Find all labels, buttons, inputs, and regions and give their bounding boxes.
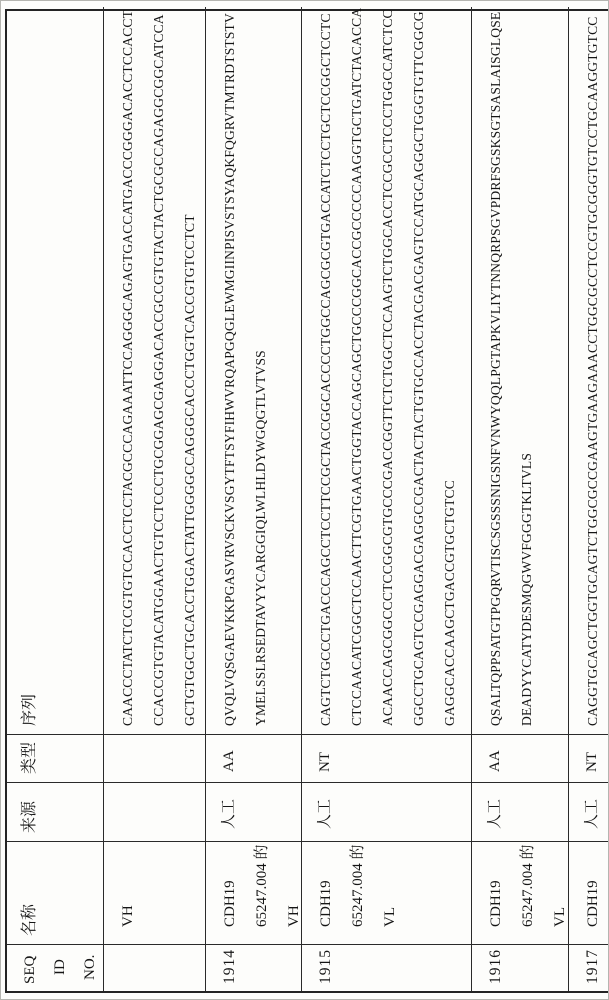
- sequence-line: CAACCCTATCTCCGTGTCCACCTCCTACGCCCAGAAATTCCAGGGCAGAGTGACCATGACCCGGGACACCTCCACCT: [120, 9, 135, 726]
- sequence-line: GAGGCACCAAGCTGACCGTGCTGTCC: [442, 480, 457, 726]
- patent-sequence-table: [5, 9, 609, 993]
- name-line: 65247.004 的: [520, 844, 536, 927]
- row-vh-type-cell: [104, 734, 206, 782]
- name-line: CDH19: [585, 880, 601, 927]
- source-value: 人工: [487, 798, 503, 829]
- source-value: 人工: [221, 798, 237, 829]
- rotated-table-wrapper: [5, 9, 606, 993]
- name-line: 65247.004 的: [254, 844, 270, 927]
- row-1915-source-cell: [302, 782, 472, 841]
- header-name-label: 名称: [21, 903, 38, 936]
- header-seq-id-line: SEQ: [22, 955, 38, 984]
- seq-id-number: 1916: [487, 949, 504, 984]
- row-1915-type-cell: [302, 734, 472, 782]
- header-seq-id-line: NO.: [82, 954, 98, 980]
- row-1914-name-cell: [206, 841, 302, 944]
- row-1914-type-cell: [206, 734, 302, 782]
- seq-id-number: 1915: [317, 949, 334, 984]
- name-line: VL: [552, 907, 568, 927]
- type-value: AA: [487, 750, 503, 772]
- header-sequence-label: 序列: [21, 693, 38, 726]
- sequence-line: DEADYYCATYDESMQGWVFGGGTKLTVLS: [519, 452, 534, 726]
- type-value: NT: [317, 752, 333, 772]
- row-1916-seq-id-cell: [472, 944, 569, 991]
- row-vh-sequence-cell: [104, 7, 206, 734]
- header-seq-id-line: ID: [52, 959, 68, 975]
- header-type-cell: [7, 734, 104, 782]
- name-line: CDH19: [488, 880, 504, 927]
- row-1914-seq-id-cell: [206, 944, 302, 991]
- row-1915-seq-id-cell: [302, 944, 472, 991]
- header-type-label: 类型: [21, 741, 38, 774]
- header-name-cell: [7, 841, 104, 944]
- sequence-line: CCACCGTGTACATGGAACTGTCCTCCCTGCGGAGCGAGGACACCGCCGTGTACTACTGCGCCAGAGGCGGCATCCA: [151, 14, 166, 726]
- row-1916-sequence-cell: [472, 7, 569, 734]
- row-vh-name-cell: [104, 841, 206, 944]
- type-value: NT: [584, 752, 600, 772]
- name-line: VH: [286, 905, 302, 927]
- sequence-line: ACAACCAGCGGCCCTCCGGCGTGCCCGACCGGTTCTCTGGCTCCAAGTCTGGCACCTCCGCCTCCCTGGCCATCTCC: [380, 9, 395, 726]
- row-1916-source-cell: [472, 782, 569, 841]
- row-vh-seq-id-cell: [104, 944, 206, 991]
- type-value: AA: [221, 750, 237, 772]
- source-value: 人工: [317, 798, 333, 829]
- row-1917-type-cell: [569, 734, 609, 782]
- row-1916-name-cell: [472, 841, 569, 944]
- row-1917-seq-id-cell: [569, 944, 609, 991]
- row-1914-source-cell: [206, 782, 302, 841]
- name-line: CDH19: [318, 880, 334, 927]
- sequence-line: QSALTQPPSATGTPGQRVTISCSGSSSNIGSNFVNWYQQLPGTAPKVLIYTNNQRPSGVPDRFSGSKSGTSASLAISGLQSE: [488, 11, 503, 726]
- sequence-line: CAGTCTGCCCTGACCCAGCCTCCTTCCGCTACCGGCACCCCTGGCCAGCGCGTGACCATCTCCTGCTCCGGCTCCTC: [318, 13, 333, 726]
- seq-id-number: 1917: [584, 949, 601, 984]
- header-source-label: 来源: [21, 800, 38, 833]
- name-line: VL: [382, 907, 398, 927]
- header-sequence-cell: [7, 7, 104, 734]
- row-vh-source-cell: [104, 782, 206, 841]
- sequence-line: YMELSSLRSEDTAVYYCARGGIQLWLHLDYWGQGTLVTVSS: [253, 350, 268, 726]
- sequence-line: GGCCTGCAGTCCGAGGACGAGGCCGACTACTACTGTGCCACCTACGACGAGTCCATGCAGGGCTGGGTGTTCGGCG: [411, 11, 426, 726]
- source-value: 人工: [584, 798, 600, 829]
- name-line: 65247.004 的: [350, 844, 366, 927]
- header-source-cell: [7, 782, 104, 841]
- row-1917-name-cell: [569, 841, 609, 944]
- row-1915-name-cell: [302, 841, 472, 944]
- row-1916-type-cell: [472, 734, 569, 782]
- header-seq-id-cell: [7, 944, 104, 991]
- sequence-line: CAGGTGCAGCTGGTGCAGTCTGGCGCCGAAGTGAAGAAACCTGGCGCCTCCGTGCGGGTGTCCTGCAAGGTGTCC: [585, 16, 600, 726]
- name-line: CDH19: [222, 880, 238, 927]
- sequence-line: QVQLVQSGAEVKKPGASVRVSCKVSGYTFTSYFIHWVRQAPGQGLEWMGIINPISVSTSYAQKFQGRVTMTRDTSTSTV: [222, 13, 237, 726]
- sequence-line: CTCCAACATCGGCTCCAACTTCGTGAACTGGTACCAGCAGCTGCCCGGCACCGCCCCCAAGGTGCTGATCTACACCA: [349, 7, 364, 726]
- sequence-line: GCTGTGGCTGCACCTGGACTATTGGGGCCAGGGCACCCTGGTCACCGTGTCCTCT: [182, 214, 197, 726]
- seq-id-number: 1914: [221, 949, 238, 984]
- row-1915-sequence-cell: [302, 7, 472, 734]
- row-1917-source-cell: [569, 782, 609, 841]
- row-vh-name-line: VH: [120, 905, 136, 927]
- row-1914-sequence-cell: [206, 7, 302, 734]
- row-1917-sequence-cell: [569, 7, 609, 734]
